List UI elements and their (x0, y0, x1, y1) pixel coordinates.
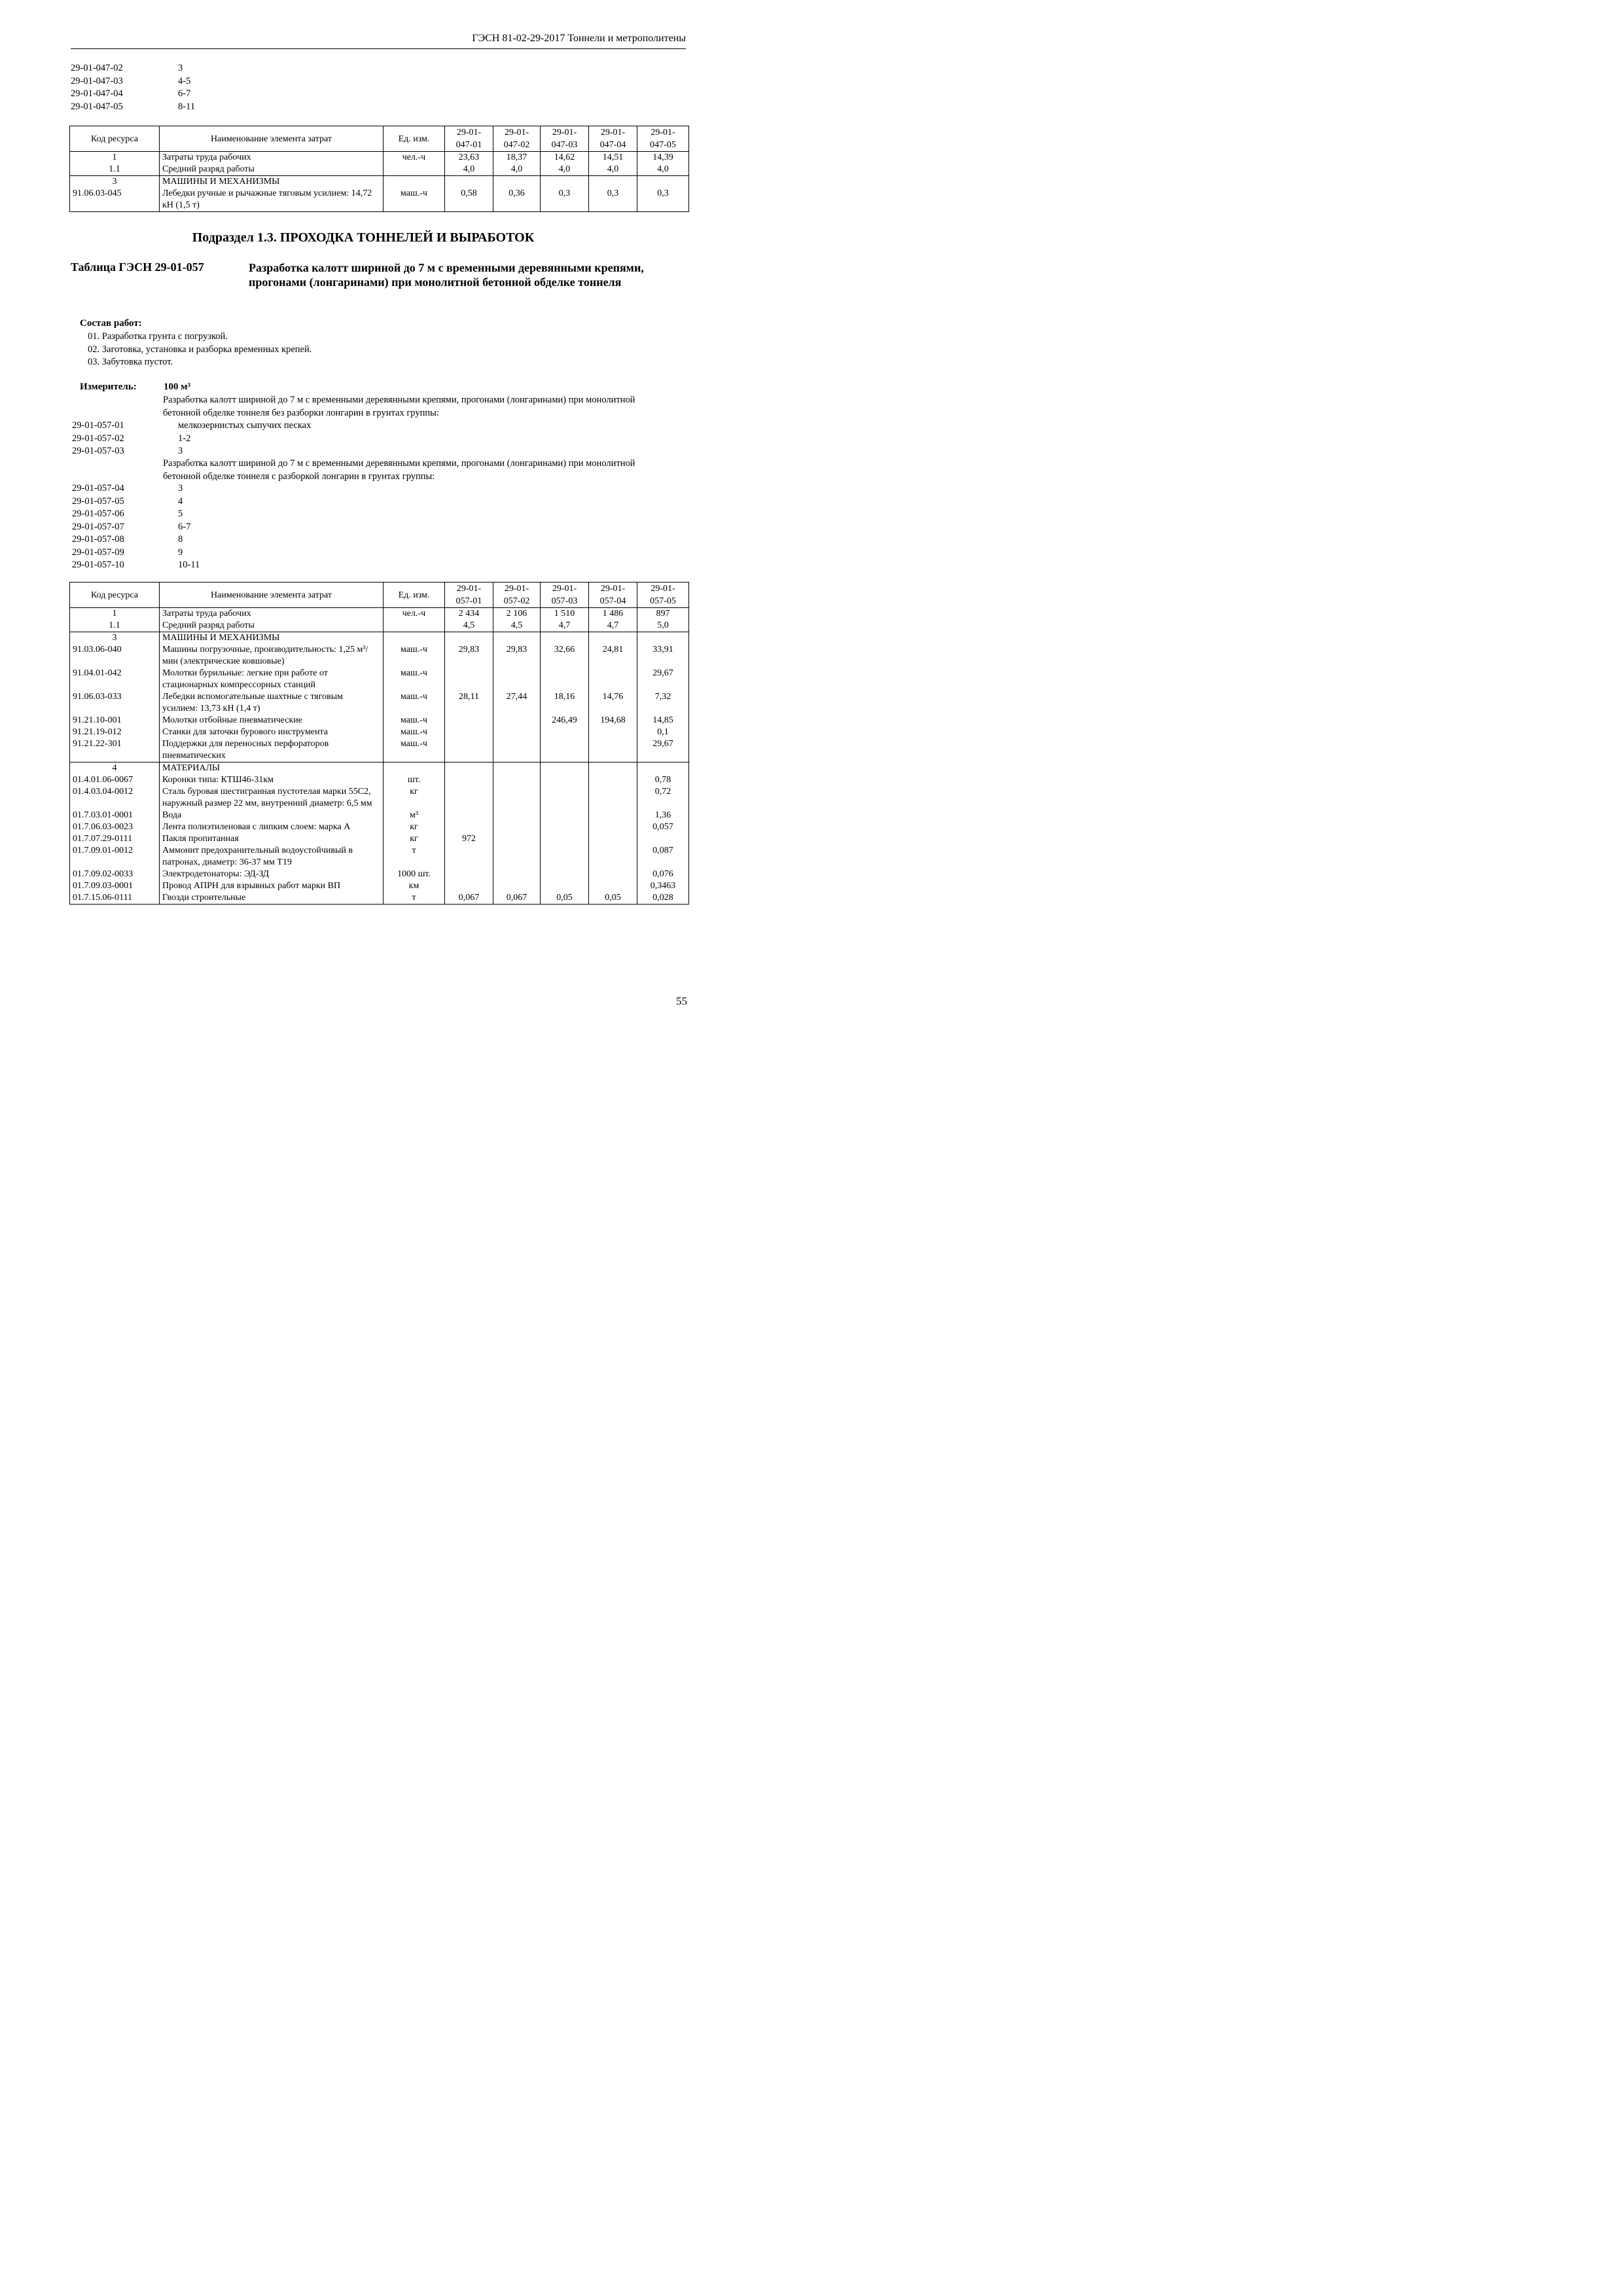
table-code: Таблица ГЭСН 29-01-057 (71, 260, 204, 274)
unit: маш.-ч (383, 668, 445, 691)
value-cell: 0,3 (637, 188, 689, 212)
resource-code: 29-01-057-02 (72, 433, 124, 444)
code-value: мелкозернистых сыпучих песках (178, 420, 312, 431)
value-cell: 4,5 (445, 620, 493, 632)
resource-code: 01.4.01.06-0067 (70, 774, 160, 786)
resource-code: 01.7.07.29-0111 (70, 833, 160, 845)
page-header: ГЭСН 81-02-29-2017 Тоннели и метрополитены (71, 33, 686, 49)
value-cell: 23,63 (445, 152, 493, 164)
column-header: Ед. изм. (383, 126, 445, 152)
value-cell (445, 726, 493, 738)
table-row (70, 810, 689, 821)
resource-code: 29-01-057-05 (72, 495, 124, 507)
column-header: 29-01- 047-05 (637, 126, 689, 152)
value-cell (493, 738, 541, 762)
resource-code: 29-01-057-06 (72, 509, 124, 519)
value-cell: 33,91 (637, 644, 689, 668)
unit (383, 164, 445, 176)
top-code-list (71, 62, 267, 115)
value-cell (493, 774, 541, 786)
value-cell: 0,3 (541, 188, 589, 212)
work-composition-title: Состав работ: (80, 318, 142, 329)
value-cell: 29,67 (637, 738, 689, 762)
value-cell: 4,7 (541, 620, 589, 632)
value-cell: 0,78 (637, 774, 689, 786)
value-cell (637, 632, 689, 645)
value-cell: 24,81 (589, 644, 637, 668)
column-header: Код ресурса (70, 126, 160, 152)
column-header: 29-01- 057-01 (445, 583, 493, 608)
table-row (70, 152, 689, 164)
value-cell: 4,0 (541, 164, 589, 176)
cost-element-name: Электродетонаторы: ЭД-ЗД (160, 869, 383, 880)
value-cell (445, 869, 493, 880)
value-cell: 194,68 (589, 715, 637, 726)
code-value: 10-11 (178, 560, 200, 570)
resource-code: 29-01-047-02 (71, 63, 123, 73)
unit: шт. (383, 774, 445, 786)
value-cell: 29,83 (445, 644, 493, 668)
code-row (72, 495, 268, 509)
table-row (70, 726, 689, 738)
resource-code: 29-01-057-07 (72, 521, 124, 532)
value-cell (589, 668, 637, 691)
value-cell: 4,0 (493, 164, 541, 176)
value-cell: 14,51 (589, 152, 637, 164)
table-row (70, 644, 689, 668)
value-cell: 4,0 (589, 164, 637, 176)
code-row (72, 482, 268, 495)
value-cell: 7,32 (637, 691, 689, 715)
value-cell: 18,37 (493, 152, 541, 164)
value-cell: 0,028 (637, 892, 689, 905)
value-cell (541, 845, 589, 869)
value-cell (493, 726, 541, 738)
value-cell: 32,66 (541, 644, 589, 668)
value-cell (541, 738, 589, 762)
value-cell (589, 786, 637, 810)
code-value: 8 (178, 534, 183, 545)
value-cell (541, 726, 589, 738)
table-title: Разработка калотт шириной до 7 м с временными деревянными крепями, прогонами (лонгаринами) при монолитной бетонной обделке тоннеля (249, 261, 644, 289)
resource-code: 91.21.19-012 (70, 726, 160, 738)
table-row (70, 833, 689, 845)
unit: маш.-ч (383, 691, 445, 715)
resource-code: 91.03.06-040 (70, 644, 160, 668)
value-cell: 0,067 (493, 892, 541, 905)
cost-element-name: Лента полиэтиленовая с липким слоем: марка А (160, 821, 383, 833)
code-value: 3 (178, 446, 183, 456)
table-row (70, 821, 689, 833)
value-cell: 14,85 (637, 715, 689, 726)
code-row (72, 559, 268, 572)
value-cell (541, 774, 589, 786)
table-row (70, 892, 689, 905)
value-cell (541, 762, 589, 775)
value-cell (589, 845, 637, 869)
unit: т (383, 845, 445, 869)
value-cell: 0,05 (589, 892, 637, 905)
value-cell (541, 880, 589, 892)
unit: чел.-ч (383, 152, 445, 164)
resource-code: 29-01-057-03 (72, 446, 124, 456)
code-value: 4-5 (178, 75, 191, 86)
table-row (70, 786, 689, 810)
value-cell: 0,72 (637, 786, 689, 810)
unit: кг (383, 786, 445, 810)
subsection-title: Подраздел 1.3. ПРОХОДКА ТОННЕЛЕЙ И ВЫРАБОТОК (192, 230, 535, 245)
value-cell (589, 762, 637, 775)
value-cell (493, 632, 541, 645)
value-cell: 0,36 (493, 188, 541, 212)
code-value: 6-7 (178, 521, 191, 532)
value-cell: 1,36 (637, 810, 689, 821)
table-row (70, 762, 689, 775)
column-header: Код ресурса (70, 583, 160, 608)
work-item: 01. Разработка грунта с погрузкой. (88, 331, 228, 342)
unit: маш.-ч (383, 644, 445, 668)
value-cell: 28,11 (445, 691, 493, 715)
code-row (72, 420, 399, 433)
resource-code: 1 (70, 152, 160, 164)
value-cell (541, 869, 589, 880)
cost-element-name: Затраты труда рабочих (160, 608, 383, 620)
cost-element-name: Коронки типа: КТШ46-31км (160, 774, 383, 786)
code-value: 3 (178, 63, 183, 73)
resource-code: 1.1 (70, 620, 160, 632)
resource-code: 29-01-047-03 (71, 75, 123, 86)
code-list-2 (72, 482, 268, 574)
cost-element-name: Провод АПРН для взрывных работ марки ВП (160, 880, 383, 892)
value-cell (637, 833, 689, 845)
code-row (71, 101, 267, 114)
value-cell (493, 668, 541, 691)
value-cell: 14,76 (589, 691, 637, 715)
meter-value: 100 м³ (164, 382, 190, 392)
table-row (70, 715, 689, 726)
value-cell (541, 821, 589, 833)
cost-element-name: Средний разряд работы (160, 620, 383, 632)
code-row (72, 521, 268, 534)
value-cell: 246,49 (541, 715, 589, 726)
value-cell (493, 869, 541, 880)
unit: чел.-ч (383, 608, 445, 620)
value-cell (541, 810, 589, 821)
meter-label: Измеритель: (80, 382, 137, 392)
table-row (70, 632, 689, 645)
unit: маш.-ч (383, 738, 445, 762)
resource-code: 01.4.03.04-0012 (70, 786, 160, 810)
value-cell (493, 810, 541, 821)
table-row (70, 869, 689, 880)
value-cell: 4,5 (493, 620, 541, 632)
value-cell (589, 869, 637, 880)
resource-code: 91.06.03-045 (70, 188, 160, 212)
unit: маш.-ч (383, 188, 445, 212)
code-value: 3 (178, 483, 183, 493)
code-value: 8-11 (178, 101, 196, 112)
value-cell: 0,05 (541, 892, 589, 905)
resource-code: 01.7.06.03-0023 (70, 821, 160, 833)
value-cell: 18,16 (541, 691, 589, 715)
resource-code: 29-01-057-01 (72, 420, 124, 431)
page-number: 55 (676, 995, 687, 1007)
value-cell (493, 880, 541, 892)
value-cell: 4,0 (637, 164, 689, 176)
value-cell: 0,076 (637, 869, 689, 880)
cost-element-name: МАТЕРИАЛЫ (160, 762, 383, 775)
value-cell: 2 106 (493, 608, 541, 620)
resource-code: 29-01-047-04 (71, 88, 123, 99)
cost-element-name: Аммонит предохранительный водоустойчивый в патронах, диаметр: 36-37 мм Т19 (160, 845, 383, 869)
description-with-dismantling: Разработка калотт шириной до 7 м с временными деревянными крепями, прогонами (лонгаринами) при монолитной бетонной обделке тоннеля с разборкой лонгарин в грунтах группы: (163, 458, 635, 482)
code-value: 5 (178, 509, 183, 519)
code-row (72, 508, 268, 521)
unit (383, 620, 445, 632)
code-value: 1-2 (178, 433, 191, 444)
value-cell: 972 (445, 833, 493, 845)
column-header: 29-01- 047-03 (541, 126, 589, 152)
column-header: 29-01- 057-04 (589, 583, 637, 608)
value-cell (493, 845, 541, 869)
value-cell (493, 821, 541, 833)
code-row (72, 433, 399, 446)
resource-code: 29-01-057-08 (72, 534, 124, 545)
value-cell (445, 880, 493, 892)
cost-element-name: МАШИНЫ И МЕХАНИЗМЫ (160, 632, 383, 645)
resource-code: 4 (70, 762, 160, 775)
unit (383, 176, 445, 188)
value-cell: 29,83 (493, 644, 541, 668)
code-row (71, 88, 267, 101)
table-row (70, 620, 689, 632)
unit: маш.-ч (383, 715, 445, 726)
value-cell: 0,3463 (637, 880, 689, 892)
value-cell (589, 176, 637, 188)
value-cell: 1 510 (541, 608, 589, 620)
table-row (70, 188, 689, 212)
value-cell (589, 821, 637, 833)
value-cell (589, 880, 637, 892)
resource-code: 91.04.01-042 (70, 668, 160, 691)
table-row (70, 738, 689, 762)
code-row (71, 75, 267, 88)
column-header: Наименование элемента затрат (160, 126, 383, 152)
resource-code: 91.06.03-033 (70, 691, 160, 715)
value-cell: 0,1 (637, 726, 689, 738)
value-cell: 14,39 (637, 152, 689, 164)
resource-code: 29-01-047-05 (71, 101, 123, 112)
value-cell (541, 833, 589, 845)
value-cell (445, 762, 493, 775)
value-cell (637, 762, 689, 775)
table-row (70, 774, 689, 786)
value-cell: 27,44 (493, 691, 541, 715)
code-row (71, 62, 267, 75)
code-list-1 (72, 420, 399, 459)
value-cell: 1 486 (589, 608, 637, 620)
cost-element-name: Станки для заточки бурового инструмента (160, 726, 383, 738)
table-row (70, 668, 689, 691)
unit: м³ (383, 810, 445, 821)
resource-code: 91.21.22-301 (70, 738, 160, 762)
work-items (88, 331, 312, 369)
unit: 1000 шт. (383, 869, 445, 880)
value-cell (445, 632, 493, 645)
column-header: Ед. изм. (383, 583, 445, 608)
value-cell: 0,087 (637, 845, 689, 869)
unit: км (383, 880, 445, 892)
code-value: 4 (178, 495, 183, 507)
cost-element-name: Гвозди строительные (160, 892, 383, 905)
value-cell (445, 176, 493, 188)
value-cell (493, 762, 541, 775)
cost-element-name: Вода (160, 810, 383, 821)
resource-code: 29-01-057-09 (72, 547, 124, 558)
value-cell: 897 (637, 608, 689, 620)
cost-element-name: Поддержки для переносных перфораторов пневматических (160, 738, 383, 762)
unit (383, 762, 445, 775)
table-29-01-057 (69, 582, 689, 905)
column-header: 29-01- 047-02 (493, 126, 541, 152)
column-header: 29-01- 057-02 (493, 583, 541, 608)
cost-element-name: Средний разряд работы (160, 164, 383, 176)
cost-element-name: Лебедки вспомогательные шахтные с тяговым усилием: 13,73 кН (1,4 т) (160, 691, 383, 715)
value-cell (589, 632, 637, 645)
value-cell (445, 821, 493, 833)
resource-code: 29-01-057-10 (72, 560, 124, 570)
cost-element-name: МАШИНЫ И МЕХАНИЗМЫ (160, 176, 383, 188)
cost-element-name: Пакля пропитанная (160, 833, 383, 845)
value-cell: 4,7 (589, 620, 637, 632)
unit: кг (383, 833, 445, 845)
value-cell: 0,3 (589, 188, 637, 212)
value-cell (493, 715, 541, 726)
value-cell (445, 738, 493, 762)
value-cell (445, 668, 493, 691)
code-row (72, 533, 268, 547)
table-row (70, 176, 689, 188)
column-header: Наименование элемента затрат (160, 583, 383, 608)
resource-code: 1.1 (70, 164, 160, 176)
resource-code: 3 (70, 176, 160, 188)
column-header: 29-01- 047-01 (445, 126, 493, 152)
unit: кг (383, 821, 445, 833)
resource-code: 29-01-057-04 (72, 483, 124, 493)
cost-element-name: Молотки отбойные пневматические (160, 715, 383, 726)
description-without-dismantling: Разработка калотт шириной до 7 м с временными деревянными крепями, прогонами (лонгаринами) при монолитной бетонной обделке тоннеля без разборки лонгарин в грунтах группы: (163, 395, 635, 418)
value-cell (589, 738, 637, 762)
value-cell (541, 632, 589, 645)
value-cell (589, 726, 637, 738)
unit: маш.-ч (383, 726, 445, 738)
resource-code: 01.7.09.03-0001 (70, 880, 160, 892)
value-cell: 14,62 (541, 152, 589, 164)
table-row (70, 608, 689, 620)
value-cell: 29,67 (637, 668, 689, 691)
value-cell (589, 774, 637, 786)
table-row (70, 845, 689, 869)
value-cell (589, 833, 637, 845)
resource-code: 1 (70, 608, 160, 620)
cost-element-name: Лебедки ручные и рычажные тяговым усилием: 14,72 кН (1,5 т) (160, 188, 383, 212)
resource-code: 3 (70, 632, 160, 645)
value-cell: 5,0 (637, 620, 689, 632)
value-cell (445, 715, 493, 726)
code-value: 6-7 (178, 88, 191, 99)
table-row (70, 880, 689, 892)
table-row (70, 164, 689, 176)
table-row (70, 691, 689, 715)
resource-code: 01.7.03.01-0001 (70, 810, 160, 821)
work-item: 03. Забутовка пустот. (88, 357, 173, 367)
value-cell: 2 434 (445, 608, 493, 620)
value-cell (445, 845, 493, 869)
table-29-01-047 (69, 126, 689, 212)
value-cell (541, 668, 589, 691)
value-cell (541, 786, 589, 810)
code-row (72, 445, 399, 458)
code-value: 9 (178, 547, 183, 558)
value-cell (445, 786, 493, 810)
column-header: 29-01- 057-03 (541, 583, 589, 608)
cost-element-name: Машины погрузочные, производительность: 1,25 м³/мин (электрические ковшовые) (160, 644, 383, 668)
value-cell (445, 774, 493, 786)
value-cell (493, 176, 541, 188)
value-cell: 0,057 (637, 821, 689, 833)
unit (383, 632, 445, 645)
value-cell (493, 786, 541, 810)
value-cell (589, 810, 637, 821)
column-header: 29-01- 057-05 (637, 583, 689, 608)
value-cell (493, 833, 541, 845)
resource-code: 01.7.09.02-0033 (70, 869, 160, 880)
value-cell: 0,58 (445, 188, 493, 212)
cost-element-name: Сталь буровая шестигранная пустотелая марки 55С2, наружный размер 22 мм, внутренний диаметр: 6,5 мм (160, 786, 383, 810)
value-cell (445, 810, 493, 821)
cost-element-name: Затраты труда рабочих (160, 152, 383, 164)
value-cell (637, 176, 689, 188)
work-item: 02. Заготовка, установка и разборка временных крепей. (88, 344, 312, 355)
value-cell: 0,067 (445, 892, 493, 905)
value-cell: 4,0 (445, 164, 493, 176)
resource-code: 91.21.10-001 (70, 715, 160, 726)
resource-code: 01.7.09.01-0012 (70, 845, 160, 869)
unit: т (383, 892, 445, 905)
column-header: 29-01- 047-04 (589, 126, 637, 152)
resource-code: 01.7.15.06-0111 (70, 892, 160, 905)
code-row (72, 547, 268, 560)
value-cell (541, 176, 589, 188)
cost-element-name: Молотки бурильные: легкие при работе от стационарных компрессорных станций (160, 668, 383, 691)
